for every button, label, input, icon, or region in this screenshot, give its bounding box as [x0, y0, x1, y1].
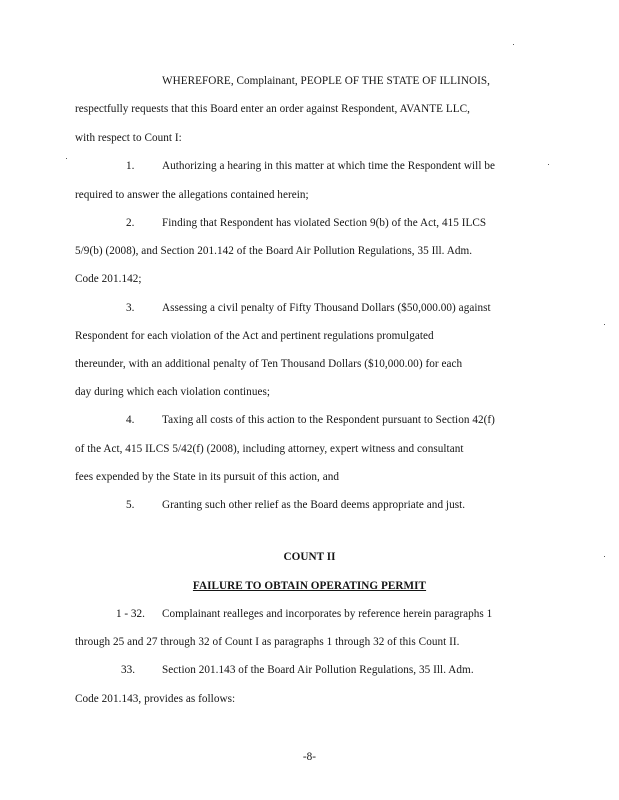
item-3-number: 3.: [126, 302, 135, 314]
wherefore-line-1: WHEREFORE, Complainant, PEOPLE OF THE STATE OF ILLINOIS,: [162, 75, 490, 87]
wherefore-line-3: with respect to Count I:: [75, 132, 182, 144]
count-heading: COUNT II: [283, 551, 336, 563]
para-33-number: 33.: [121, 664, 135, 676]
item-4-line-2: of the Act, 415 ILCS 5/42(f) (2008), including attorney, expert witness and consultant: [75, 443, 464, 455]
para-33-line-2: Code 201.143, provides as follows:: [75, 693, 236, 705]
item-4-number: 4.: [126, 414, 135, 426]
item-1-line-1: Authorizing a hearing in this matter at which time the Respondent will be: [162, 160, 495, 172]
count-subheading: FAILURE TO OBTAIN OPERATING PERMIT: [192, 580, 427, 592]
item-3-line-2: Respondent for each violation of the Act and pertinent regulations promulgated: [75, 330, 434, 342]
scan-speck: [604, 324, 605, 325]
item-3-line-1: Assessing a civil penalty of Fifty Thousand Dollars ($50,000.00) against: [162, 302, 491, 314]
item-5-number: 5.: [126, 499, 135, 511]
scan-speck: [548, 164, 549, 165]
item-5-line-1: Granting such other relief as the Board deems appropriate and just.: [162, 499, 466, 511]
para-1-32-number: 1 - 32.: [116, 608, 145, 620]
item-1-line-2: required to answer the allegations contained herein;: [75, 189, 309, 201]
item-2-line-1: Finding that Respondent has violated Section 9(b) of the Act, 415 ILCS: [162, 217, 487, 229]
para-1-32-line-1: Complainant realleges and incorporates by reference herein paragraphs 1: [162, 608, 493, 620]
item-4-line-1: Taxing all costs of this action to the Respondent pursuant to Section 42(f): [162, 414, 495, 426]
scan-speck: [604, 556, 605, 557]
wherefore-line-2: respectfully requests that this Board enter an order against Respondent, AVANTE LLC,: [75, 103, 470, 115]
item-1-number: 1.: [126, 160, 135, 172]
item-2-line-2: 5/9(b) (2008), and Section 201.142 of the Board Air Pollution Regulations, 35 Ill. Adm.: [75, 245, 473, 257]
item-2-line-3: Code 201.142;: [75, 273, 142, 285]
item-3-line-3: thereunder, with an additional penalty of Ten Thousand Dollars ($10,000.00) for each: [75, 358, 463, 370]
item-3-line-4: day during which each violation continues;: [75, 386, 271, 398]
item-4-line-3: fees expended by the State in its pursuit of this action, and: [75, 471, 340, 483]
page-number: -8-: [302, 751, 317, 763]
para-1-32-line-2: through 25 and 27 through 32 of Count I as paragraphs 1 through 32 of this Count II.: [75, 636, 460, 648]
para-33-line-1: Section 201.143 of the Board Air Pollution Regulations, 35 Ill. Adm.: [162, 664, 474, 676]
scan-speck: [66, 158, 67, 159]
item-2-number: 2.: [126, 217, 135, 229]
scan-speck: [513, 44, 514, 45]
